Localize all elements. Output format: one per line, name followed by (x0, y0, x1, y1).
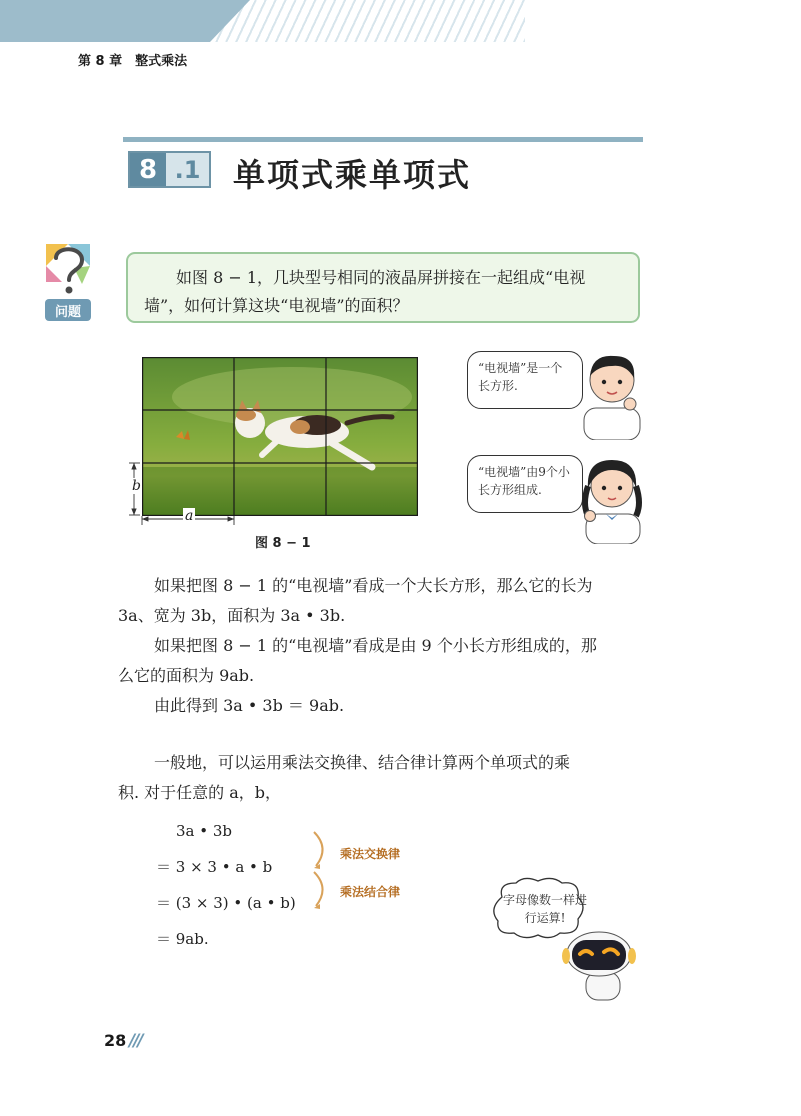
derivation-line-3: ＝ (3 × 3) • (a • b) (156, 894, 296, 912)
girl-character-illustration (570, 452, 652, 544)
robot-thought-text: 字母像数一样进行运算! (502, 893, 587, 925)
chapter-heading: 第 8 章 整式乘法 (78, 54, 188, 69)
derivation-line-2: ＝ 3 × 3 • a • b (156, 858, 273, 876)
question-box: 如图 8 − 1，几块型号相同的液晶屏拼接在一起组成“电视墙”，如何计算这块“电视墙”的面积？ (126, 252, 640, 323)
law-commutative-label: 乘法交换律 (340, 847, 401, 861)
paragraph-4-line-2: 积. 对于任意的 a，b， (118, 783, 282, 802)
law-brackets (308, 830, 338, 910)
robot-character-illustration (562, 928, 636, 1004)
header-hatch-decoration (205, 0, 525, 42)
paragraph-1-line-2: 3a、宽为 3b，面积为 3a • 3b. (118, 606, 346, 625)
boy-speech-bubble: “电视墙”是一个长方形. (467, 351, 583, 409)
paragraph-1-line-1: 如果把图 8 − 1 的“电视墙”看成一个大长方形，那么它的长为 (154, 576, 593, 595)
derivation-line-1: 3a • 3b (176, 822, 233, 840)
section-number-sub: .1 (166, 153, 209, 186)
section-number-main: 8 (130, 153, 166, 186)
question-mark-icon (42, 240, 94, 298)
derivation-line-4: ＝ 9ab. (156, 930, 209, 948)
paragraph-4-line-1: 一般地，可以运用乘法交换律、结合律计算两个单项式的乘 (154, 753, 571, 772)
section-title: 单项式乘单项式 (233, 156, 472, 194)
dimension-label-a: a (185, 508, 194, 524)
section-top-rule (123, 137, 643, 142)
header-color-bar (0, 0, 250, 42)
girl-speech-bubble: “电视墙”由9个小长方形组成. (467, 455, 583, 513)
section-number-badge (128, 151, 211, 188)
page-number: 28 (104, 1031, 127, 1050)
question-badge: 问题 (45, 299, 91, 321)
page-number-slashes: /// (129, 1031, 142, 1051)
paragraph-2-line-2: 么它的面积为 9ab. (118, 666, 255, 685)
law-associative-label: 乘法结合律 (340, 885, 401, 899)
dimension-label-b: b (132, 478, 141, 494)
paragraph-3: 由此得到 3a • 3b ＝ 9ab. (154, 696, 345, 715)
figure-caption: 图 8 − 1 (255, 536, 311, 551)
paragraph-2-line-1: 如果把图 8 − 1 的“电视墙”看成是由 9 个小长方形组成的，那 (154, 636, 597, 655)
boy-character-illustration (570, 348, 652, 440)
